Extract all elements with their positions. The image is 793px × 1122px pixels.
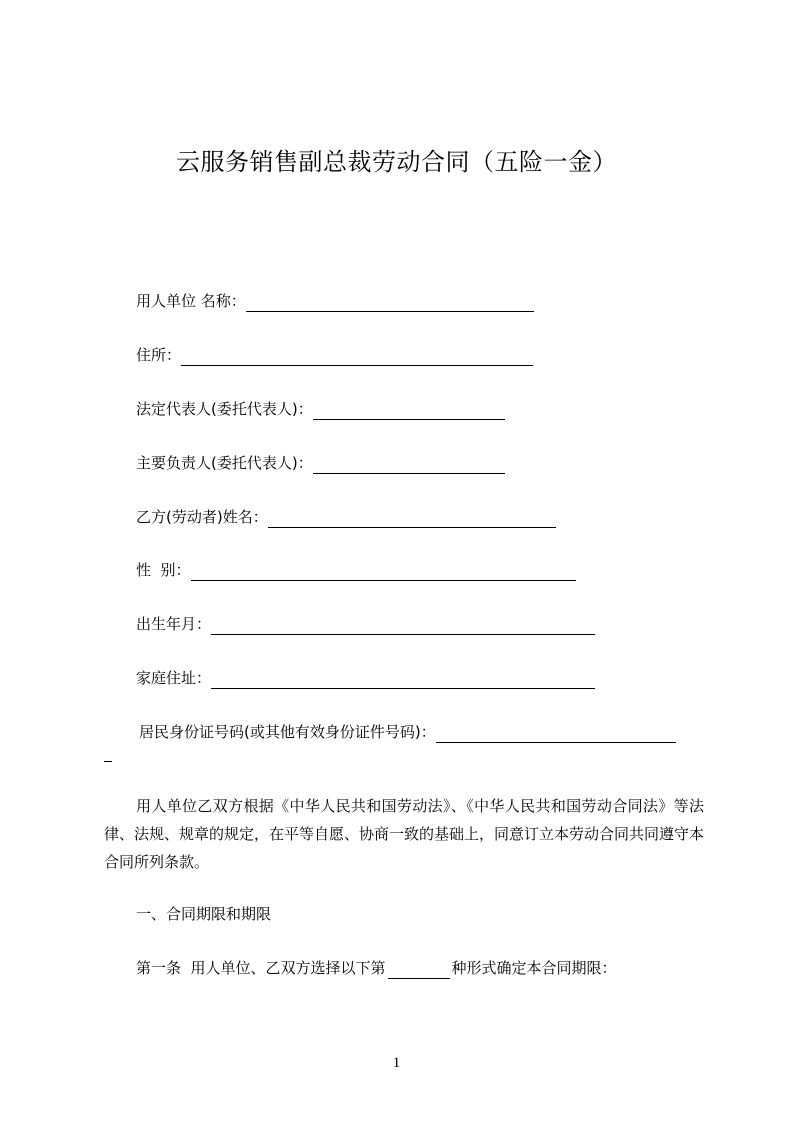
employer-name-blank[interactable] bbox=[246, 293, 534, 312]
principal-blank[interactable] bbox=[313, 455, 505, 474]
principal-label: 主要负责人(委托代表人)： bbox=[136, 454, 313, 472]
principal-field bbox=[136, 452, 505, 474]
legal-rep-blank[interactable] bbox=[313, 401, 505, 420]
document-title: 云服务销售副总裁劳动合同（五险一金） bbox=[176, 148, 617, 176]
employee-name-blank[interactable] bbox=[268, 509, 556, 528]
birth-blank[interactable] bbox=[211, 616, 595, 635]
address-label: 住所： bbox=[136, 346, 182, 364]
page-number: 1 bbox=[392, 1055, 401, 1071]
gender-label: 性 别： bbox=[136, 561, 191, 579]
employee-name-label: 乙方(劳动者)姓名： bbox=[136, 508, 268, 526]
legal-rep-label: 法定代表人(委托代表人)： bbox=[136, 400, 313, 418]
section-1-heading: 一、合同期限和期限 bbox=[136, 905, 272, 923]
legal-rep-field bbox=[136, 398, 505, 420]
id-number-blank-continuation bbox=[104, 761, 112, 762]
employee-name-field bbox=[136, 506, 556, 528]
employer-name-label: 用人单位 名称： bbox=[136, 292, 246, 310]
article-1-suffix: 种形式确定本合同期限： bbox=[451, 959, 617, 977]
article-1 bbox=[136, 957, 617, 979]
id-number-label: 居民身份证号码(或其他有效身份证件号码)： bbox=[139, 723, 436, 741]
employer-name-field bbox=[136, 290, 534, 312]
id-number-blank[interactable] bbox=[436, 724, 676, 743]
preamble-paragraph: 用人单位乙双方根据《中华人民共和国劳动法》、《中华人民共和国劳动合同法》等法律、法规、规章的规定，在平等自愿、协商一致的基础上，同意订立本劳动合同共同遵守本合同所列条款。 bbox=[104, 797, 705, 871]
home-address-field bbox=[136, 667, 595, 689]
article-1-prefix: 第一条 用人单位、乙双方选择以下第 bbox=[136, 959, 386, 977]
id-number-field bbox=[139, 721, 676, 743]
address-blank[interactable] bbox=[181, 347, 533, 366]
gender-blank[interactable] bbox=[191, 562, 576, 581]
birth-label: 出生年月： bbox=[136, 615, 212, 633]
birth-field bbox=[136, 613, 595, 635]
gender-field bbox=[136, 559, 576, 581]
article-1-blank[interactable] bbox=[388, 962, 450, 979]
home-address-label: 家庭住址： bbox=[136, 669, 212, 687]
home-address-blank[interactable] bbox=[211, 670, 595, 689]
address-field bbox=[136, 344, 533, 366]
